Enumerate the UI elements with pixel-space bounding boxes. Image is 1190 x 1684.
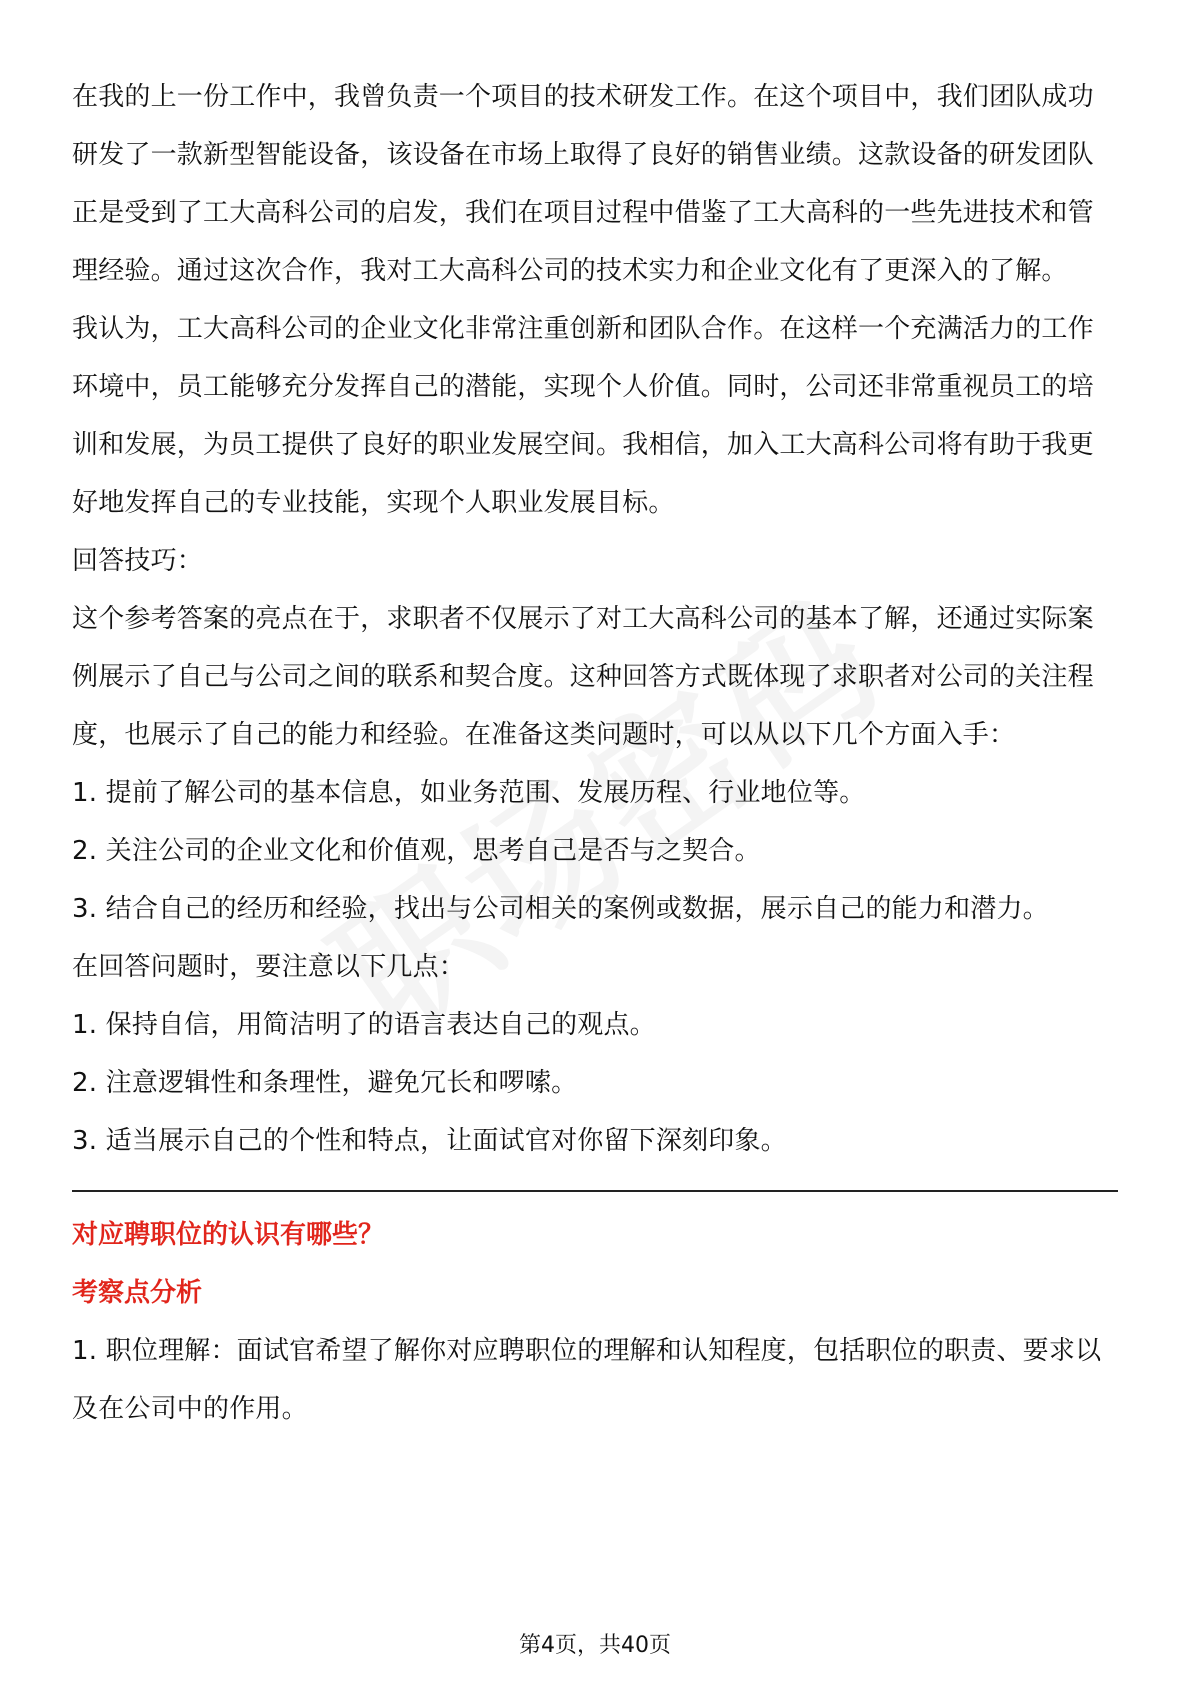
list-item: 2. 注意逻辑性和条理性，避免冗长和啰嗦。 — [72, 1068, 578, 1098]
paragraph: 我认为，工大高科公司的企业文化非常注重创新和团队合作。在这样一个充满活力的工作环境中，员工能够充分发挥自己的潜能，实现个人价值。同时，公司还非常重视员工的培训和发展，为员工提供了良好的职业发展空间。我相信，加入工大高科公司将有助于我更好地发挥自己的专业技能，实现个人职业发展目标。 — [72, 314, 1094, 518]
list-item: 3. 适当展示自己的个性和特点，让面试官对你留下深刻印象。 — [72, 1126, 787, 1156]
content-body — [72, 68, 1118, 1438]
paragraph: 这个参考答案的亮点在于，求职者不仅展示了对工大高科公司的基本了解，还通过实际案例展示了自己与公司之间的联系和契合度。这种回答方式既体现了求职者对公司的关注程度，也展示了自己的能力和经验。在准备这类问题时，可以从以下几个方面入手： — [72, 604, 1094, 750]
list-item: 1. 提前了解公司的基本信息，如业务范围、发展历程、行业地位等。 — [72, 778, 866, 808]
list-item: 3. 结合自己的经历和经验，找出与公司相关的案例或数据，展示自己的能力和潜力。 — [72, 894, 1049, 924]
analysis-title: 考察点分析 — [72, 1278, 203, 1308]
list-item: 1. 保持自信，用简洁明了的语言表达自己的观点。 — [72, 1010, 656, 1040]
list-item: 1. 职位理解：面试官希望了解你对应聘职位的理解和认知程度，包括职位的职责、要求以及在公司中的作用。 — [72, 1336, 1102, 1424]
list-item: 2. 关注公司的企业文化和价值观，思考自己是否与之契合。 — [72, 836, 761, 866]
paragraph: 在回答问题时，要注意以下几点： — [72, 952, 466, 982]
paragraph: 在我的上一份工作中，我曾负责一个项目的技术研发工作。在这个项目中，我们团队成功研发了一款新型智能设备，该设备在市场上取得了良好的销售业绩。这款设备的研发团队正是受到了工大高科公司的启发，我们在项目过程中借鉴了工大高科的一些先进技术和管理经验。通过这次合作，我对工大高科公司的技术实力和企业文化有了更深入的了解。 — [72, 82, 1094, 286]
section-divider — [72, 1190, 1118, 1192]
question-title: 对应聘职位的认识有哪些？ — [72, 1220, 385, 1250]
page-number: 第4页，共40页 — [519, 1633, 671, 1658]
section-label: 回答技巧： — [72, 546, 204, 576]
